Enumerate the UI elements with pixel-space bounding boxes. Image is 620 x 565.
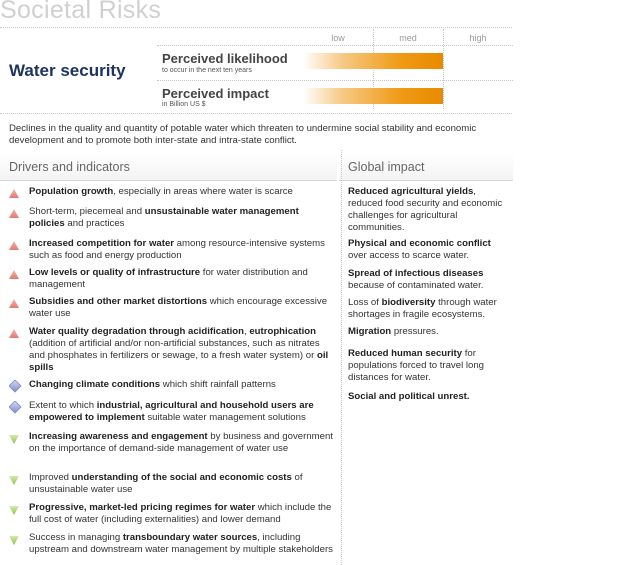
down-triangle-icon <box>9 432 23 444</box>
text: because of contaminated water. <box>348 280 484 291</box>
section-title: Societal Risks <box>0 0 162 24</box>
metric-rule <box>157 80 513 81</box>
likelihood-subtitle: to occur in the next ten years <box>162 67 252 74</box>
up-triangle-icon <box>9 268 23 280</box>
text: Improved <box>29 472 72 483</box>
metric-rule <box>157 45 513 46</box>
down-triangle-icon <box>9 473 23 485</box>
bold-text: oil spills <box>29 350 329 373</box>
title-rule <box>0 27 512 28</box>
driver-text <box>29 296 337 320</box>
bold-text: Low levels or quality of infrastructure <box>29 267 201 278</box>
impact-header: Global impact <box>339 153 513 181</box>
impact-item <box>348 391 508 403</box>
impact-item <box>348 238 508 262</box>
text: which shift rainfall patterns <box>160 379 276 390</box>
text: Success in managing <box>29 532 123 543</box>
impact-item <box>348 348 508 384</box>
risk-description: Declines in the quality and quantity of potable water which threaten to undermine social stability and economic development and to promote both inter-state and intra-state conflict. <box>9 123 477 146</box>
bold-text: Progressive, market-led pricing regimes for water <box>29 502 256 513</box>
text: and practices <box>64 218 125 229</box>
impact-item <box>348 297 508 321</box>
text: among resource-intensive systems such as food and energy production <box>29 238 325 261</box>
text: Short-term, piecemeal and <box>29 206 145 217</box>
driver-text <box>29 472 337 496</box>
bold-text: Migration <box>348 326 392 337</box>
text: pressures. <box>391 326 439 337</box>
text: by business and government on the importance of demand-side management of water use <box>29 431 333 454</box>
impact-item <box>348 268 508 292</box>
impact-item <box>348 326 508 338</box>
impact-item <box>348 186 508 234</box>
down-triangle-icon <box>9 533 23 545</box>
up-triangle-icon <box>9 187 23 199</box>
impact-title: Perceived impact <box>162 86 269 101</box>
text: which encourage excessive water use <box>29 296 328 319</box>
driver-text <box>29 326 337 374</box>
text: which include the full cost of water (including externalities) and lower demand <box>29 502 332 525</box>
bold-text: transboundary water sources <box>122 532 258 543</box>
bold-text: Physical and economic conflict <box>348 238 491 249</box>
driver-text <box>29 400 337 424</box>
driver-text <box>29 379 337 391</box>
bold-text: eutrophication <box>249 326 316 337</box>
text: for water distribution and management <box>29 267 308 290</box>
column-separator <box>341 150 342 565</box>
up-triangle-icon <box>9 207 23 219</box>
likelihood-bar <box>303 53 443 69</box>
driver-text <box>29 186 337 198</box>
diamond-icon <box>9 401 23 413</box>
text: Extent to which <box>29 400 97 411</box>
text: , including upstream and downstream water management by multiple stakeholders <box>29 532 333 555</box>
text: for populations forced to travel long distances for water. <box>348 348 484 383</box>
bold-text: Reduced human security <box>348 348 463 359</box>
up-triangle-icon <box>9 327 23 339</box>
text: , especially in areas where water is scarce <box>113 186 293 197</box>
driver-text <box>29 267 337 291</box>
bold-text: Increased competition for water <box>29 238 175 249</box>
bold-text: Population growth <box>29 186 114 197</box>
text: , reduced food security and economic challenges for agricultural communities. <box>348 186 503 233</box>
scale-label-high: high <box>469 33 487 43</box>
bold-text: Reduced agricultural yields <box>348 186 474 197</box>
likelihood-title: Perceived likelihood <box>162 51 288 66</box>
bold-text: Social and political unrest. <box>348 391 470 402</box>
text: , <box>243 326 250 337</box>
text: Loss of <box>348 297 382 308</box>
header-divider <box>0 113 512 114</box>
text: through water shortages in fragile ecosystems. <box>348 297 497 320</box>
impact-subtitle: in Billion US $ <box>162 101 206 108</box>
driver-text <box>29 238 337 262</box>
text: over access to scarce water. <box>348 250 470 261</box>
drivers-header: Drivers and indicators <box>0 153 337 181</box>
bold-text: Water quality degradation through acidification <box>29 326 244 337</box>
down-triangle-icon <box>9 503 23 515</box>
scale-label-low: low <box>331 33 345 43</box>
bold-text: unsustainable water management policies <box>29 206 299 229</box>
bold-text: understanding of the social and economic costs <box>71 472 292 483</box>
text: suitable water management solutions <box>144 412 306 423</box>
bold-text: biodiversity <box>381 297 436 308</box>
bold-text: Changing climate conditions <box>29 379 161 390</box>
scale-label-med: med <box>399 33 417 43</box>
driver-text <box>29 502 337 526</box>
impact-bar <box>303 88 443 104</box>
bold-text: industrial, agricultural and household users are empowered to implement <box>29 400 314 423</box>
driver-text <box>29 431 337 455</box>
driver-text <box>29 532 337 556</box>
text: (addition of artificial and/or non-artificial substances, such as nitrates and phosphates in fertilizers or sewage, to a fresh water system) or <box>29 338 320 361</box>
bold-text: Subsidies and other market distortions <box>29 296 208 307</box>
up-triangle-icon <box>9 239 23 251</box>
bold-text: Increasing awareness and engagement <box>29 431 208 442</box>
diamond-icon <box>9 380 23 392</box>
up-triangle-icon <box>9 297 23 309</box>
bold-text: Spread of infectious diseases <box>348 268 484 279</box>
driver-text <box>29 206 337 230</box>
text: of unsustainable water use <box>29 472 303 495</box>
risk-name: Water security <box>9 61 126 80</box>
